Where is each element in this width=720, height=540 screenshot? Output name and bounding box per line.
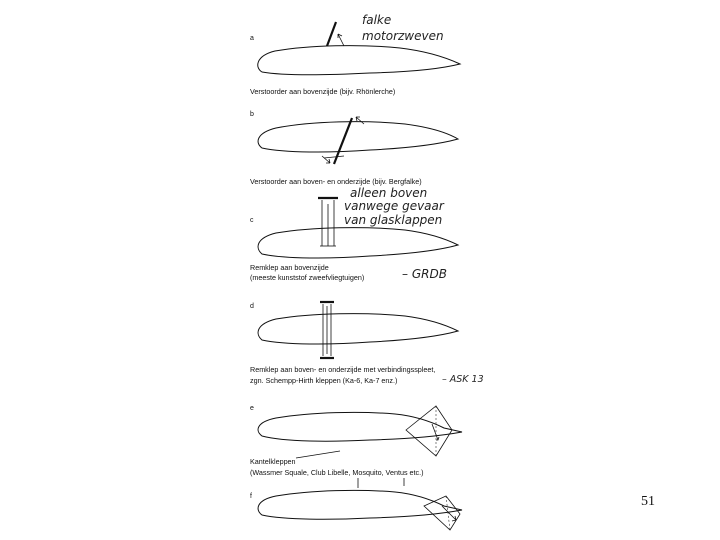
section-f-letter: f — [250, 493, 252, 500]
note-a-line-1: falke — [362, 13, 392, 27]
note-c: – GRDB — [402, 267, 447, 281]
caption-e-line-1: Kantelkleppen — [250, 457, 296, 466]
spoiler-b-lower-edge — [324, 156, 344, 158]
flap-e-arrow-icon — [432, 424, 439, 440]
note-b-line-2: vanwege gevaar — [344, 199, 444, 213]
section-b-letter: b — [250, 111, 254, 118]
caption-a-line-1: Verstoorder aan bovenzijde (bijv. Rhönlerche) — [250, 87, 396, 96]
caption-e-leader-line — [296, 451, 340, 458]
spoiler-a — [327, 22, 336, 46]
note-b-line-3: van glasklappen — [344, 213, 443, 227]
spoiler-b-upper-arrow-icon — [356, 117, 364, 124]
wing-profile-b — [258, 122, 458, 152]
wing-profile-d — [258, 314, 458, 344]
spoiler-b-lower-arrow-icon — [322, 156, 330, 163]
caption-c-line-1: Remklep aan bovenzijde — [250, 263, 329, 272]
note-b-line-1: alleen boven — [350, 186, 428, 200]
caption-e-line-2: (Wassmer Squale, Club Libelle, Mosquito, Ventus etc.) — [250, 468, 424, 477]
wing-profile-f — [258, 490, 462, 519]
caption-c-line-2: (meeste kunststof zweefvliegtuigen) — [250, 273, 365, 282]
wing-profile-a — [258, 46, 460, 75]
caption-d-line-1: Remklep aan boven- en onderzijde met verbindingsspleet, — [250, 365, 436, 374]
spoiler-a-arrow-icon — [338, 34, 344, 46]
section-d-letter: d — [250, 303, 254, 310]
section-e-letter: e — [250, 405, 254, 412]
caption-b-line-1: Verstoorder aan boven- en onderzijde (bijv. Bergfalke) — [250, 177, 422, 186]
wing-profile-c — [258, 228, 458, 258]
note-d: – ASK 13 — [442, 374, 484, 385]
note-a-line-2: motorzweven — [362, 29, 444, 43]
section-a-letter: a — [250, 35, 254, 42]
page-number: 51 — [641, 494, 655, 509]
wing-profile-e — [258, 412, 462, 441]
section-c-letter: c — [250, 217, 254, 224]
caption-d-line-2: zgn. Schempp-Hirth kleppen (Ka-6, Ka-7 enz.) — [250, 376, 398, 385]
flap-e-outline — [406, 406, 452, 456]
